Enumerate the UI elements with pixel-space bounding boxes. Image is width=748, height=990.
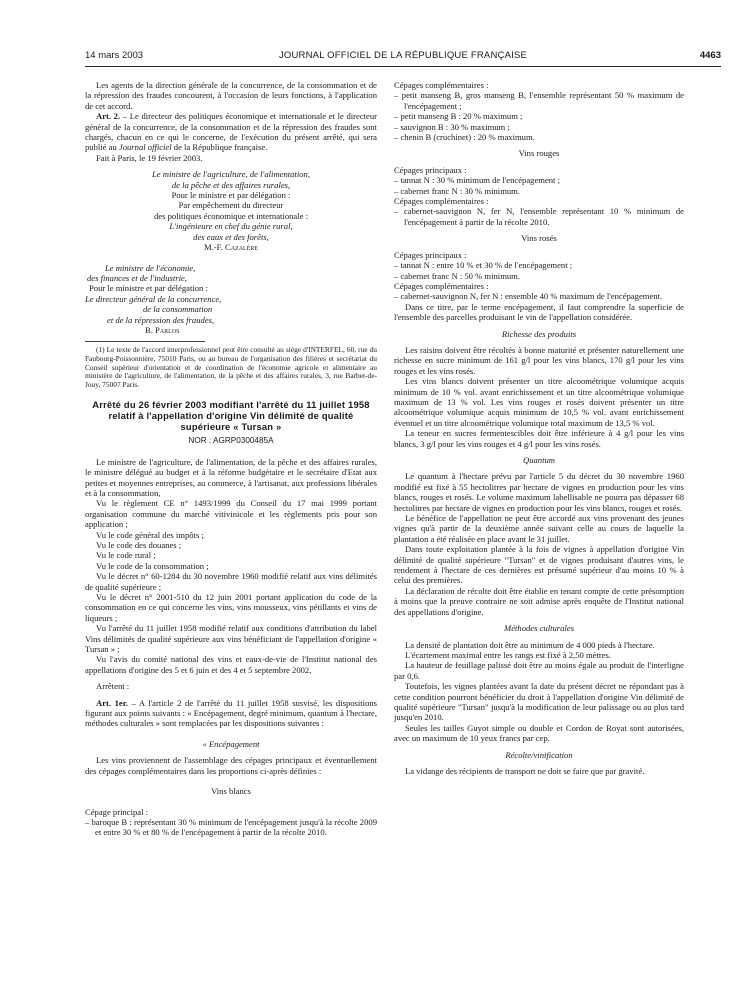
quantum-heading: Quantum — [523, 455, 555, 465]
cepage-item: – petit manseng B : 20 % maximum ; — [394, 111, 523, 122]
cepage-item: – chenin B (cruchinet) : 20 % maximum. — [394, 132, 535, 143]
signature-2-line: et de la répression des fraudes, — [107, 314, 215, 325]
quantum-paragraph: Le quantum à l'hectare prévu par l'article 5 du décret du 30 novembre 1960 modifié est fixé à 55 hectolitres par hectare de vignes en production pour les vins blancs, rouges et rosés. Le volume maximum labellisable ne pourra pas dépasser 68 hectolitres par hectare de vignes en production pour les vins blancs, rouges et rosés. — [394, 471, 684, 513]
richesse-paragraph: La teneur en sucres fermentescibles doit être inférieure à 4 g/l pour les vins blancs, 3 g/l pour les vins rouges et 4 g/l pour les vins rosés. — [394, 428, 684, 449]
signature-1-line: des eaux et des forêts, — [193, 231, 269, 242]
cepage-item: – tannat N : 30 % minimum de l'encépagement ; — [394, 175, 560, 186]
vins-blancs-heading: Vins blancs — [211, 786, 251, 797]
richesse-paragraph: Les raisins doivent être récoltés à bonne maturité et présenter naturellement une richesse en sucre minimum de 161 g/l pour les vins blancs, 170 g/l pour les vins rouges et les vins rosés. — [394, 344, 684, 376]
vu-item: Vu le règlement CE n° 1493/1999 du Conseil du 17 mai 1999 portant organisation commune du marché vitivinicole et les règlements pris pour son application ; — [85, 498, 377, 530]
richesse-heading: Richesse des produits — [501, 328, 577, 339]
recolte-heading: Récolte/vinification — [505, 749, 573, 760]
recolte-paragraph: La vidange des récipients de transport ne doit se faire que par gravité. — [405, 765, 645, 776]
signature-1-line: L'ingénieure en chef du génie rural, — [169, 221, 293, 232]
cepages-complementaires-label: Cépages complémentaires : — [394, 196, 489, 207]
methodes-paragraph: Seules les tailles Guyot simple ou double et Cordon de Royat sont autorisées, avec un maximum de 10 yeux francs par cep. — [394, 722, 684, 744]
article-2-label: Art. 2. — [96, 111, 121, 122]
cepages-principaux-label: Cépages principaux : — [394, 164, 467, 175]
cepage-item: – sauvignon B : 30 % maximum ; — [394, 121, 510, 132]
vu-item: Vu le code des douanes ; — [96, 539, 182, 550]
article-1-text: – A l'article 2 de l'arrêté du 11 juillet 1958 susvisé, les dispositions figurant aux points suivants : « Encépagement, degré minimum, quantum à l'hectare, méthodes culturales » sont remplacées par les dispositions suivantes : — [85, 697, 378, 729]
article-2-end: de la République française. — [171, 142, 268, 153]
signature-1-line: Pour le ministre et par délégation : — [171, 190, 291, 201]
article-1-label: Art. 1er. — [96, 697, 128, 708]
cepage-principal-label: Cépage principal : — [85, 806, 148, 817]
cepages-principaux-label: Cépages principaux : — [394, 249, 467, 260]
vins-rouges-heading: Vins rouges — [518, 148, 560, 159]
signature-1-line: Le ministre de l'agriculture, de l'alimentation, — [152, 169, 310, 180]
methodes-paragraph: La densité de plantation doit être au minimum de 4 000 pieds à l'hectare. — [405, 639, 655, 650]
encepagement-text: Les vins proviennent de l'assemblage des cépages principaux et éventuellement des cépages complémentaires dans les proportions ci-après définies : — [85, 755, 377, 776]
spacer — [85, 729, 377, 739]
vu-item: Vu l'avis du comité national des vins et eaux-de-vie de l'Institut national des appellations d'origine des 5 et 6 juin et des 4 et 5 septembre 2002, — [85, 654, 377, 675]
quantum-paragraph: Le bénéfice de l'appellation ne peut être accordé aux vins provenant des jeunes vignes qu'à partir de la deuxième année suivant celle au cours de laquelle la plantation a été réalisée en place avant le 31 juillet. — [394, 513, 684, 544]
cepages-complementaires-label: Cépages complémentaires : — [394, 80, 489, 90]
article-1 — [85, 698, 377, 729]
signature-2-name: B. Parlos — [145, 324, 180, 335]
quantum-paragraph: Dans toute exploitation plantée à la fois de vignes à appellation d'origine Vin délimité de qualité supérieure "Tursan" et de vignes produisant d'autres vins, le rendement à l'hectare de ces dernières est présumé supérieur d'au moins 10 % à celui des premières. — [394, 544, 684, 586]
encepagement-definition: Dans ce titre, par le terme encépagement, il faut comprendre la superficie de l'ensemble des parcelles produisant le vin de l'appellation considérée. — [394, 301, 684, 323]
vu-item: Vu le code rural ; — [96, 550, 156, 561]
header-rule — [85, 66, 721, 67]
spacer — [85, 447, 377, 457]
arrete-title: Arrêté du 26 février 2003 modifiant l'arrêté du 11 juillet 1958 relatif à l'appellation d'origine Vin délimité de qualité supérieure « Tursan » — [92, 399, 370, 433]
signature-1-line: de la pêche et des affaires rurales, — [171, 179, 291, 190]
article-2 — [85, 111, 377, 153]
vu-item: Vu le code général des impôts ; — [96, 529, 204, 540]
left-column — [85, 80, 377, 838]
footnote-rule — [85, 341, 205, 342]
spacer — [85, 389, 377, 399]
signature-2-line: des finances et de l'industrie, — [87, 272, 187, 283]
methodes-heading: Méthodes culturales — [504, 623, 574, 634]
fait-a-paris: Fait à Paris, le 19 février 2003. — [96, 152, 203, 163]
cepage-item: – petit manseng B, gros manseng B, l'ensemble représentant 50 % maximum de l'encépagement ; — [394, 90, 684, 111]
header-journal-title: JOURNAL OFFICIEL DE LA RÉPUBLIQUE FRANÇAISE — [278, 50, 528, 61]
header-page-number: 4463 — [699, 50, 721, 61]
footnote: (1) Le texte de l'accord interprofessionnel peut être consulté au siège d'INTERFEL, 60, rue du Faubourg-Poissonnière, 75010 Paris, ou au bureau de l'organisation des filières et secrétariat du Conseil supérieur d'orientation et de coordination de l'économie agricole et alimentaire au ministère de l'agriculture, de l'alimentation, de la pêche et des affaires rurales, 3, rue Barbet-de-Jouy, 75007 Paris. — [85, 345, 377, 389]
cepage-item: – cabernet franc N : 50 % minimum. — [394, 270, 521, 281]
spacer — [85, 776, 377, 786]
signature-2-line: Le directeur général de la concurrence, — [85, 293, 222, 304]
methodes-paragraph: L'écartement maximal entre les rangs est fixé à 2,50 mètres. — [405, 649, 612, 660]
arretent: Arrêtent : — [96, 681, 130, 692]
signature-1-name: M.-F. Cazalère — [203, 242, 259, 253]
methodes-paragraph: La hauteur de feuillage palissé doit être au moins égale au produit de l'interligne par 0,6. — [394, 660, 684, 681]
nor-reference: NOR : AGRP0300485A — [188, 436, 274, 446]
intro-paragraph: Le ministre de l'agriculture, de l'alimentation, de la pêche et des affaires rurales, le ministre délégué au budget et à la réforme budgétaire et le secrétaire d'Etat aux petites et moyennes entreprises, au commerce, à l'artisanat, aux professions libérales et à la consommation, — [85, 456, 377, 498]
quantum-paragraph: La déclaration de récolte doit être établie en tenant compte de cette présomption à moins que la preuve contraire ne soit admise après enquête de l'Institut national des appellations d'origine. — [394, 585, 684, 617]
header-date: 14 mars 2003 — [85, 50, 144, 61]
signature-2-line: Le ministre de l'économie, — [105, 262, 196, 273]
richesse-paragraph: Les vins blancs doivent présenter un titre alcoométrique volumique acquis minimum de 10 % vol. avant enrichissement et un titre alcoométrique volumique maximum de 13 % vol. Les vins rouges et rosés doivent présenter un titre alcoométrique volumique acquis minimum de 10,5 % vol. avant enrichissement éventuel et un titre alcoométrique volumique total maximum de 13,5 % vol. — [394, 376, 684, 428]
article-2-text: – Le directeur des politiques économique et internationale et le directeur général de la concurrence, de la consommation et de la répression des fraudes sont chargés, chacun en ce qui le concerne, de l'exécution du présent arrêté, qui sera publié au — [85, 111, 377, 153]
vins-roses-heading: Vins rosés — [521, 233, 557, 244]
cepage-item: – baroque B : représentant 30 % minimum de l'encépagement jusqu'à la récolte 2009 et entre 30 % et 80 % de l'encépagement à partir de la récolte 2010. — [85, 816, 377, 838]
page-header — [85, 50, 721, 64]
cepage-item: – cabernet-sauvignon N, fer N : ensemble 40 % maximum de l'encépagement. — [394, 291, 663, 302]
methodes-paragraph: Toutefois, les vignes plantées avant la date du présent décret ne répondant pas à cette condition pourront bénéficier du droit à l'appellation d'origine Vin délimité de qualité supérieure "Tursan" jusqu'à la modification de leur palissage ou au plus tard jusqu'en 2010. — [394, 681, 684, 723]
spacer — [85, 797, 377, 807]
signature-2-line: Pour le ministre et par délégation : — [89, 283, 208, 294]
cepage-item: – cabernet franc N : 30 % minimum. — [394, 185, 521, 196]
signature-1-line: Par empêchement du directeur — [178, 200, 284, 211]
signature-2-line: de la consommation — [143, 304, 213, 315]
cepage-item: – tannat N : entre 10 % et 30 % de l'encépagement ; — [394, 260, 573, 271]
cepages-complementaires-label: Cépages complémentaires : — [394, 280, 489, 291]
section-encepagement-heading: « Encépagement — [202, 738, 260, 749]
vu-item: Vu le décret n° 60-1284 du 30 novembre 1960 modifié relatif aux vins délimités de qualité supérieure ; — [85, 571, 377, 592]
spacer — [85, 253, 377, 263]
journal-officiel-ref: Journal officiel — [118, 142, 172, 153]
signature-1-line: des politiques économique et internationale : — [154, 210, 308, 221]
right-column — [394, 80, 684, 776]
vu-item: Vu l'arrêté du 11 juillet 1958 modifié relatif aux conditions d'attribution du label Vins délimités de qualité supérieure aux vins bénéficiant de l'appellation d'origine « Tursan » ; — [85, 623, 377, 655]
paragraph-agents: Les agents de la direction générale de la concurrence, de la consommation et de la répression des fraudes concourent, à l'occasion de leurs fonctions, à l'application de cet accord. — [85, 80, 377, 111]
cepage-item: – cabernet-sauvignon N, fer N, l'ensemble représentant 10 % minimum de l'encépagement à partir de la récolte 2010. — [394, 206, 684, 227]
vu-item: Vu le code de la consommation ; — [96, 560, 209, 571]
vu-item: Vu le décret n° 2001-510 du 12 juin 2001 portant application du code de la consommation en ce qui concerne les vins, vins mousseux, vins pétillants et vins de liqueurs ; — [85, 592, 377, 623]
